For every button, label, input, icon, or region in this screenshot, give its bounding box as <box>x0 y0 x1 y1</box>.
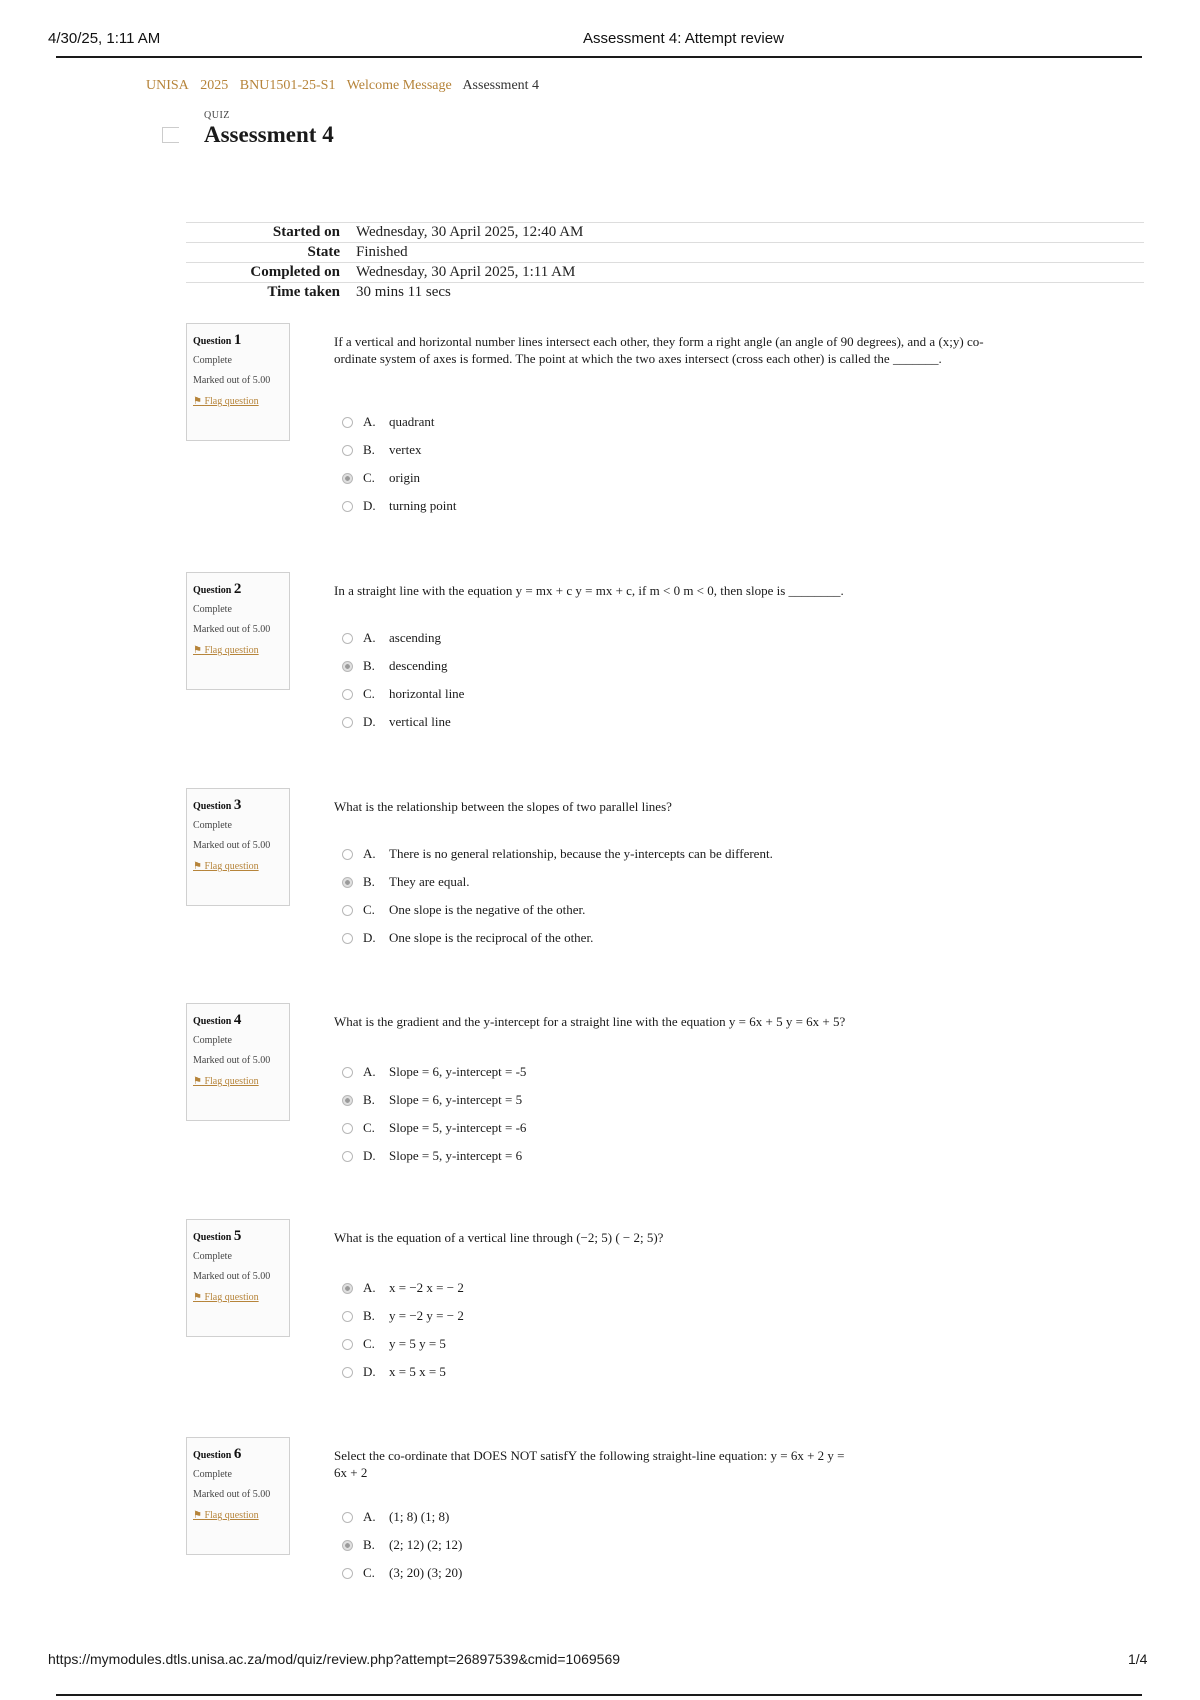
question-text: What is the gradient and the y-intercept for a straight line with the equation y = 6x + 5 y = 6x + 5? <box>334 1014 846 1029</box>
question-info <box>186 572 290 690</box>
question-number: Question 2 <box>193 581 242 597</box>
answer-option[interactable]: C. Slope = 5, y-intercept = -6 <box>342 1114 526 1142</box>
flag-icon: ⚑ <box>193 396 202 407</box>
breadcrumb-link-welcome[interactable]: Welcome Message <box>346 78 452 93</box>
flag-question-link[interactable]: ⚑ Flag question <box>193 645 259 656</box>
question-text: In a straight line with the equation y = mx + c y = mx + c, if m < 0 m < 0, then slope is ________. <box>334 583 844 598</box>
question-marks: Marked out of 5.00 <box>193 624 271 635</box>
question-text: What is the relationship between the slopes of two parallel lines? <box>334 799 672 814</box>
flag-icon: ⚑ <box>193 1292 202 1303</box>
flag-question-link[interactable]: ⚑ Flag question <box>193 1076 259 1087</box>
radio-button[interactable] <box>342 633 353 644</box>
radio-button[interactable] <box>342 1367 353 1378</box>
quiz-type-label: QUIZ <box>204 110 230 121</box>
page-number: 1/4 <box>1128 1651 1148 1667</box>
radio-button[interactable] <box>342 1311 353 1322</box>
summary-row-completed <box>186 263 1144 283</box>
radio-button[interactable] <box>342 445 353 456</box>
page-title: Assessment 4 <box>204 122 334 147</box>
question-info <box>186 788 290 906</box>
summary-value: Wednesday, 30 April 2025, 1:11 AM <box>356 263 1144 283</box>
flag-icon: ⚑ <box>193 861 202 872</box>
summary-value: Wednesday, 30 April 2025, 12:40 AM <box>356 223 1144 243</box>
question-info <box>186 1437 290 1555</box>
question-info <box>186 1003 290 1121</box>
answer-option[interactable]: D. turning point <box>342 492 457 520</box>
footer-url: https://mymodules.dtls.unisa.ac.za/mod/quiz/review.php?attempt=26897539&cmid=1069569 <box>48 1651 621 1667</box>
question-marks: Marked out of 5.00 <box>193 1271 271 1282</box>
answer-option[interactable]: D. vertical line <box>342 708 464 736</box>
answer-option[interactable]: A. x = −2 x = − 2 <box>342 1274 464 1302</box>
answer-option[interactable]: D. Slope = 5, y-intercept = 6 <box>342 1142 526 1170</box>
quiz-icon <box>162 127 179 143</box>
breadcrumb-link-year[interactable]: 2025 <box>200 78 229 93</box>
question-info <box>186 323 290 441</box>
question-state: Complete <box>193 1469 232 1480</box>
radio-button[interactable] <box>342 933 353 944</box>
radio-button-selected[interactable] <box>342 473 353 484</box>
print-header <box>48 26 1142 50</box>
summary-label: Completed on <box>186 263 356 283</box>
radio-button[interactable] <box>342 1512 353 1523</box>
question-text: What is the equation of a vertical line through (−2; 5) ( − 2; 5)? <box>334 1230 664 1245</box>
flag-question-link[interactable]: ⚑ Flag question <box>193 1292 259 1303</box>
answer-option[interactable]: D. x = 5 x = 5 <box>342 1358 464 1386</box>
answer-option[interactable]: A. There is no general relationship, because the y-intercepts can be different. <box>342 840 773 868</box>
radio-button[interactable] <box>342 501 353 512</box>
breadcrumb <box>146 78 547 94</box>
question-number: Question 5 <box>193 1228 242 1244</box>
summary-row-time-taken <box>186 283 1144 303</box>
question-marks: Marked out of 5.00 <box>193 1489 271 1500</box>
question-state: Complete <box>193 1251 232 1262</box>
answer-options <box>342 624 464 736</box>
question-state: Complete <box>193 820 232 831</box>
answer-options <box>342 1274 464 1386</box>
flag-icon: ⚑ <box>193 1510 202 1521</box>
radio-button[interactable] <box>342 849 353 860</box>
question-state: Complete <box>193 355 232 366</box>
answer-option[interactable]: B. vertex <box>342 436 457 464</box>
question-info <box>186 1219 290 1337</box>
question-marks: Marked out of 5.00 <box>193 840 271 851</box>
radio-button[interactable] <box>342 905 353 916</box>
question-text: If a vertical and horizontal number lines intersect each other, they form a right angle (an angle of 90 degrees), and a (x;y) co-ordinate system of axes is formed. The point at which the two axes intersect (cross each other) is called the _______. <box>334 334 984 366</box>
attempt-summary-table <box>186 222 1144 302</box>
flag-icon: ⚑ <box>193 1076 202 1087</box>
breadcrumb-current[interactable]: Assessment 4 <box>462 78 540 93</box>
print-title: Assessment 4: Attempt review <box>583 30 784 47</box>
answer-option[interactable]: D. One slope is the reciprocal of the other. <box>342 924 773 952</box>
question-number: Question 1 <box>193 332 242 348</box>
summary-label: State <box>307 244 340 260</box>
radio-button-selected[interactable] <box>342 877 353 888</box>
answer-option[interactable]: A. (1; 8) (1; 8) <box>342 1503 462 1531</box>
breadcrumb-link-unisa[interactable]: UNISA <box>146 78 189 93</box>
flag-question-link[interactable]: ⚑ Flag question <box>193 396 259 407</box>
answer-option[interactable]: A. quadrant <box>342 408 457 436</box>
print-date: 4/30/25, 1:11 AM <box>48 30 161 47</box>
answer-option[interactable]: B. (2; 12) (2; 12) <box>342 1531 462 1559</box>
summary-row-started <box>186 223 1144 243</box>
answer-options <box>342 1503 462 1587</box>
radio-button[interactable] <box>342 689 353 700</box>
answer-options <box>342 1058 526 1170</box>
question-state: Complete <box>193 604 232 615</box>
answer-option[interactable]: C. origin <box>342 464 457 492</box>
answer-option[interactable]: B. y = −2 y = − 2 <box>342 1302 464 1330</box>
question-marks: Marked out of 5.00 <box>193 375 271 386</box>
summary-label: Time taken <box>267 284 340 300</box>
radio-button[interactable] <box>342 417 353 428</box>
header-rule <box>56 56 1142 58</box>
answer-option[interactable]: C. One slope is the negative of the other. <box>342 896 773 924</box>
flag-question-link[interactable]: ⚑ Flag question <box>193 861 259 872</box>
answer-option[interactable]: B. They are equal. <box>342 868 773 896</box>
flag-question-link[interactable]: ⚑ Flag question <box>193 1510 259 1521</box>
answer-option[interactable]: A. ascending <box>342 624 464 652</box>
radio-button-selected[interactable] <box>342 661 353 672</box>
answer-option[interactable]: C. (3; 20) (3; 20) <box>342 1559 462 1587</box>
radio-button[interactable] <box>342 1123 353 1134</box>
radio-button[interactable] <box>342 717 353 728</box>
answer-options <box>342 840 773 952</box>
answer-options <box>342 408 457 520</box>
summary-value: Finished <box>356 244 408 260</box>
summary-value: 30 mins 11 secs <box>356 284 451 300</box>
radio-button-selected[interactable] <box>342 1283 353 1294</box>
answer-option[interactable]: B. descending <box>342 652 464 680</box>
question-number: Question 6 <box>193 1446 242 1462</box>
footer-rule <box>56 1694 1142 1696</box>
radio-button[interactable] <box>342 1067 353 1078</box>
question-text: Select the co-ordinate that DOES NOT satisfY the following straight-line equation: y = 6x + 2 y = 6x + 2 <box>334 1448 845 1480</box>
summary-label: Started on <box>186 223 356 243</box>
answer-option[interactable]: B. Slope = 6, y-intercept = 5 <box>342 1086 526 1114</box>
radio-button[interactable] <box>342 1568 353 1579</box>
breadcrumb-link-module[interactable]: BNU1501-25-S1 <box>239 78 336 93</box>
radio-button[interactable] <box>342 1151 353 1162</box>
answer-option[interactable]: A. Slope = 6, y-intercept = -5 <box>342 1058 526 1086</box>
radio-button-selected[interactable] <box>342 1095 353 1106</box>
question-number: Question 4 <box>193 1012 242 1028</box>
question-marks: Marked out of 5.00 <box>193 1055 271 1066</box>
radio-button-selected[interactable] <box>342 1540 353 1551</box>
question-number: Question 3 <box>193 797 242 813</box>
question-state: Complete <box>193 1035 232 1046</box>
answer-option[interactable]: C. y = 5 y = 5 <box>342 1330 464 1358</box>
radio-button[interactable] <box>342 1339 353 1350</box>
flag-icon: ⚑ <box>193 645 202 656</box>
answer-option[interactable]: C. horizontal line <box>342 680 464 708</box>
summary-row-state <box>186 243 1144 263</box>
